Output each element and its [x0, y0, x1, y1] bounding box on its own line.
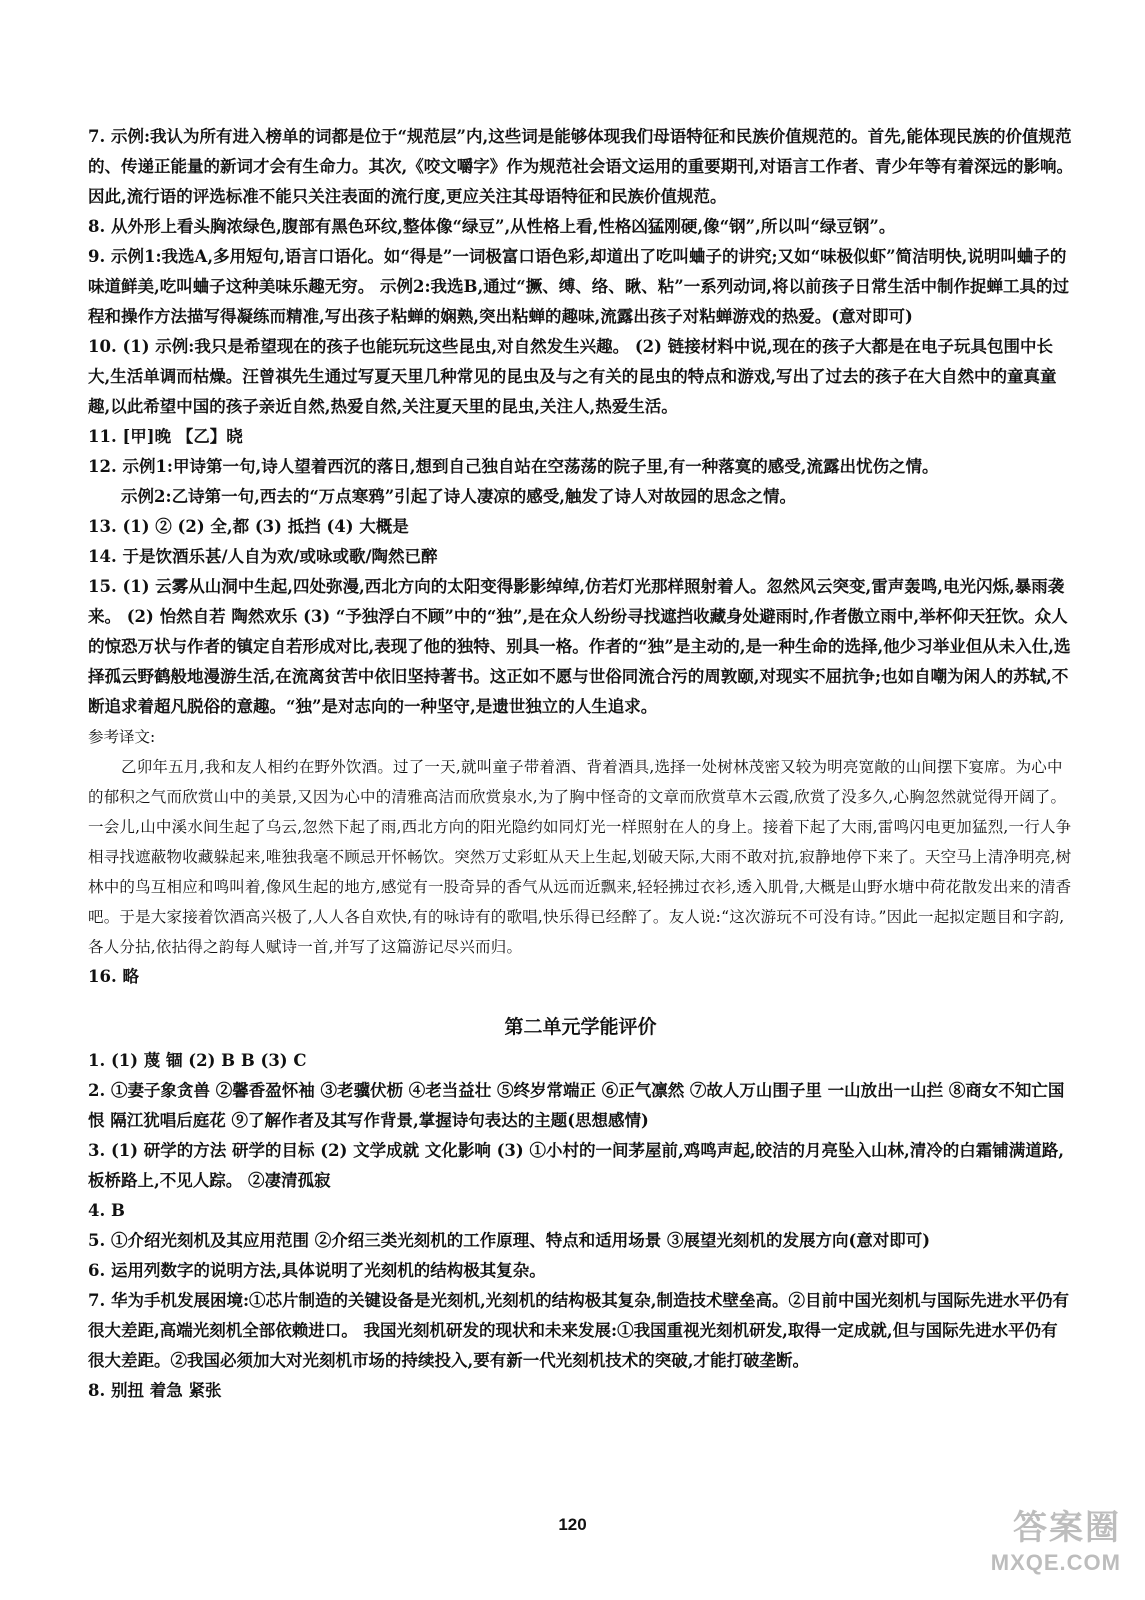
unit2-item-1: 1. (1) 蔑 锢 (2) B B (3) C: [88, 1051, 307, 1070]
answer-item-8: 8. 从外形上看头胸浓绿色,腹部有黑色环纹,整体像“绿豆”,从性格上看,性格凶猛刚硬,像“钢”,所以叫“绿豆钢”。: [88, 217, 896, 236]
answer-item-11: 11. [甲]晚 【乙】晓: [88, 427, 243, 446]
page-number: 120: [558, 1515, 587, 1534]
answer-item-15: 15. (1) 云雾从山洞中生起,四处弥漫,西北方向的太阳变得影影绰绰,仿若灯光那样照射着人。忽然风云突变,雷声轰鸣,电光闪烁,暴雨袭来。 (2) 怡然自若 陶然欢乐 (3) “予独浮白不顾”中的“独”,是在众人纷纷寻找遮挡收藏身处避雨时,作者傲立雨中,举杯仰天狂饮。众人的惊恐万状与作者的镇定自若形成对比,表现了他的独特、别具一格。作者的“独”是主动的,是一种生命的选择,他少习举业但从未入仕,选择孤云野鹤般地漫游生活,在流离贫苦中依旧坚持著书。这正如不愿与世俗同流合污的周敦颐,对现实不屈抗争;也如自嘲为闲人的苏轼,不断追求着超凡脱俗的意趣。“独”是对志向的一种坚守,是遗世独立的人生追求。: [88, 577, 1071, 716]
unit2-item-5: 5. ①介绍光刻机及其应用范围 ②介绍三类光刻机的工作原理、特点和适用场景 ③展望光刻机的发展方向(意对即可): [88, 1231, 931, 1250]
reference-translation-text: 乙卯年五月,我和友人相约在野外饮酒。过了一天,就叫童子带着酒、背着酒具,选择一处树林茂密又较为明亮宽敞的山间摆下宴席。为心中的郁积之气而欣赏山中的美景,又因为心中的清雅高洁而欣赏泉水,为了胸中怪奇的文章而欣赏草木云霞,欣赏了没多久,心胸忽然就觉得开阔了。一会儿,山中溪水间生起了乌云,忽然下起了雨,西北方向的阳光隐约如同灯光一样照射在人的身上。接着下起了大雨,雷鸣闪电更加猛烈,一行人争相寻找遮蔽物收藏躲起来,唯独我毫不顾忌开怀畅饮。突然万丈彩虹从天上生起,划破天际,大雨不敢对抗,寂静地停下来了。天空马上清净明亮,树林中的鸟互相应和鸣叫着,像风生起的地方,感觉有一股奇异的香气从远而近飘来,轻轻拂过衣衫,透入肌骨,大概是山野水塘中荷花散发出来的清香吧。于是大家接着饮酒高兴极了,人人各自欢快,有的咏诗有的歌唱,快乐得已经醉了。友人说:“这次游玩不可没有诗。”因此一起拟定题目和字韵,各人分拈,依拈得之韵每人赋诗一首,并写了这篇游记尽兴而归。: [88, 758, 1072, 956]
answer-item-7: 7. 示例:我认为所有进入榜单的词都是位于“规范层”内,这些词是能够体现我们母语特征和民族价值规范的。首先,能体现民族的价值规范的、传递正能量的新词才会有生命力。其次,《咬文嚼字》作为规范社会语文运用的重要期刊,对语言工作者、青少年等有着深远的影响。因此,流行语的评选标准不能只关注表面的流行度,更应关注其母语特征和民族价值规范。: [88, 127, 1073, 206]
answer-item-12: 12. 示例1:甲诗第一句,诗人望着西沉的落日,想到自己独自站在空荡荡的院子里,有一种落寞的感受,流露出忧伤之情。: [88, 457, 939, 476]
unit2-item-2: 2. ①妻子象贪兽 ②馨香盈怀袖 ③老骥伏枥 ④老当益壮 ⑤终岁常端正 ⑥正气凛然 ⑦故人万山围子里 一山放出一山拦 ⑧商女不知亡国恨 隔江犹唱后庭花 ⑨了解作者及其写作背景,掌握诗句表达的主题(思想感情): [88, 1081, 1065, 1130]
unit2-item-6: 6. 运用列数字的说明方法,具体说明了光刻机的结构极其复杂。: [88, 1261, 546, 1280]
unit2-item-7: 7. 华为手机发展困境:①芯片制造的关键设备是光刻机,光刻机的结构极其复杂,制造技术壁垒高。②目前中国光刻机与国际先进水平仍有很大差距,高端光刻机全部依赖进口。 我国光刻机研发的现状和未来发展:①我国重视光刻机研发,取得一定成就,但与国际先进水平仍有很大差距。②我国必须加大对光刻机市场的持续投入,要有新一代光刻机技术的突破,才能打破垄断。: [88, 1291, 1070, 1370]
answer-page: [88, 122, 1073, 1406]
unit2-item-3: 3. (1) 研学的方法 研学的目标 (2) 文学成就 文化影响 (3) ①小村的一间茅屋前,鸡鸣声起,皎洁的月亮坠入山林,清冷的白霜铺满道路,板桥路上,不见人踪。 ②凄清孤寂: [88, 1141, 1064, 1190]
answer-item-16: 16. 略: [88, 967, 139, 986]
answer-item-9: 9. 示例1:我选A,多用短句,语言口语化。如“得是”一词极富口语色彩,却道出了吃叫蛐子的讲究;又如“味极似虾”简洁明快,说明叫蛐子的味道鲜美,吃叫蛐子这种美味乐趣无穷。 示例2:我选B,通过“撅、缚、络、瞅、粘”一系列动词,将以前孩子日常生活中制作捉蝉工具的过程和操作方法描写得凝练而精准,写出孩子粘蝉的娴熟,突出粘蝉的趣味,流露出孩子对粘蝉游戏的热爱。(意对即可): [88, 247, 1069, 326]
answer-item-10: 10. (1) 示例:我只是希望现在的孩子也能玩玩这些昆虫,对自然发生兴趣。 (2) 链接材料中说,现在的孩子大都是在电子玩具包围中长大,生活单调而枯燥。汪曾祺先生通过写夏天里几种常见的昆虫及与之有关的昆虫的特点和游戏,写出了过去的孩子在大自然中的童真童趣,以此希望中国的孩子亲近自然,热爱自然,关注夏天里的昆虫,关注人,热爱生活。: [88, 337, 1057, 416]
watermark-logo: [971, 1506, 1121, 1586]
watermark-logo-text: 答案圈: [1013, 1509, 1121, 1547]
answer-item-12-example-2: 示例2:乙诗第一句,西去的“万点寒鸦”引起了诗人凄凉的感受,触发了诗人对故园的思念之情。: [121, 487, 797, 506]
unit2-item-4: 4. B: [88, 1201, 125, 1220]
reference-translation-label: 参考译文:: [88, 728, 156, 746]
section-title: 第二单元学能评价: [504, 1016, 657, 1038]
answer-item-14: 14. 于是饮酒乐甚/人自为欢/或咏或歌/陶然已醉: [88, 547, 438, 566]
watermark-site-text: MXQE.COM: [990, 1550, 1121, 1575]
unit2-item-8: 8. 别扭 着急 紧张: [88, 1381, 222, 1400]
answer-item-13: 13. (1) ② (2) 全,都 (3) 抵挡 (4) 大概是: [88, 517, 409, 536]
